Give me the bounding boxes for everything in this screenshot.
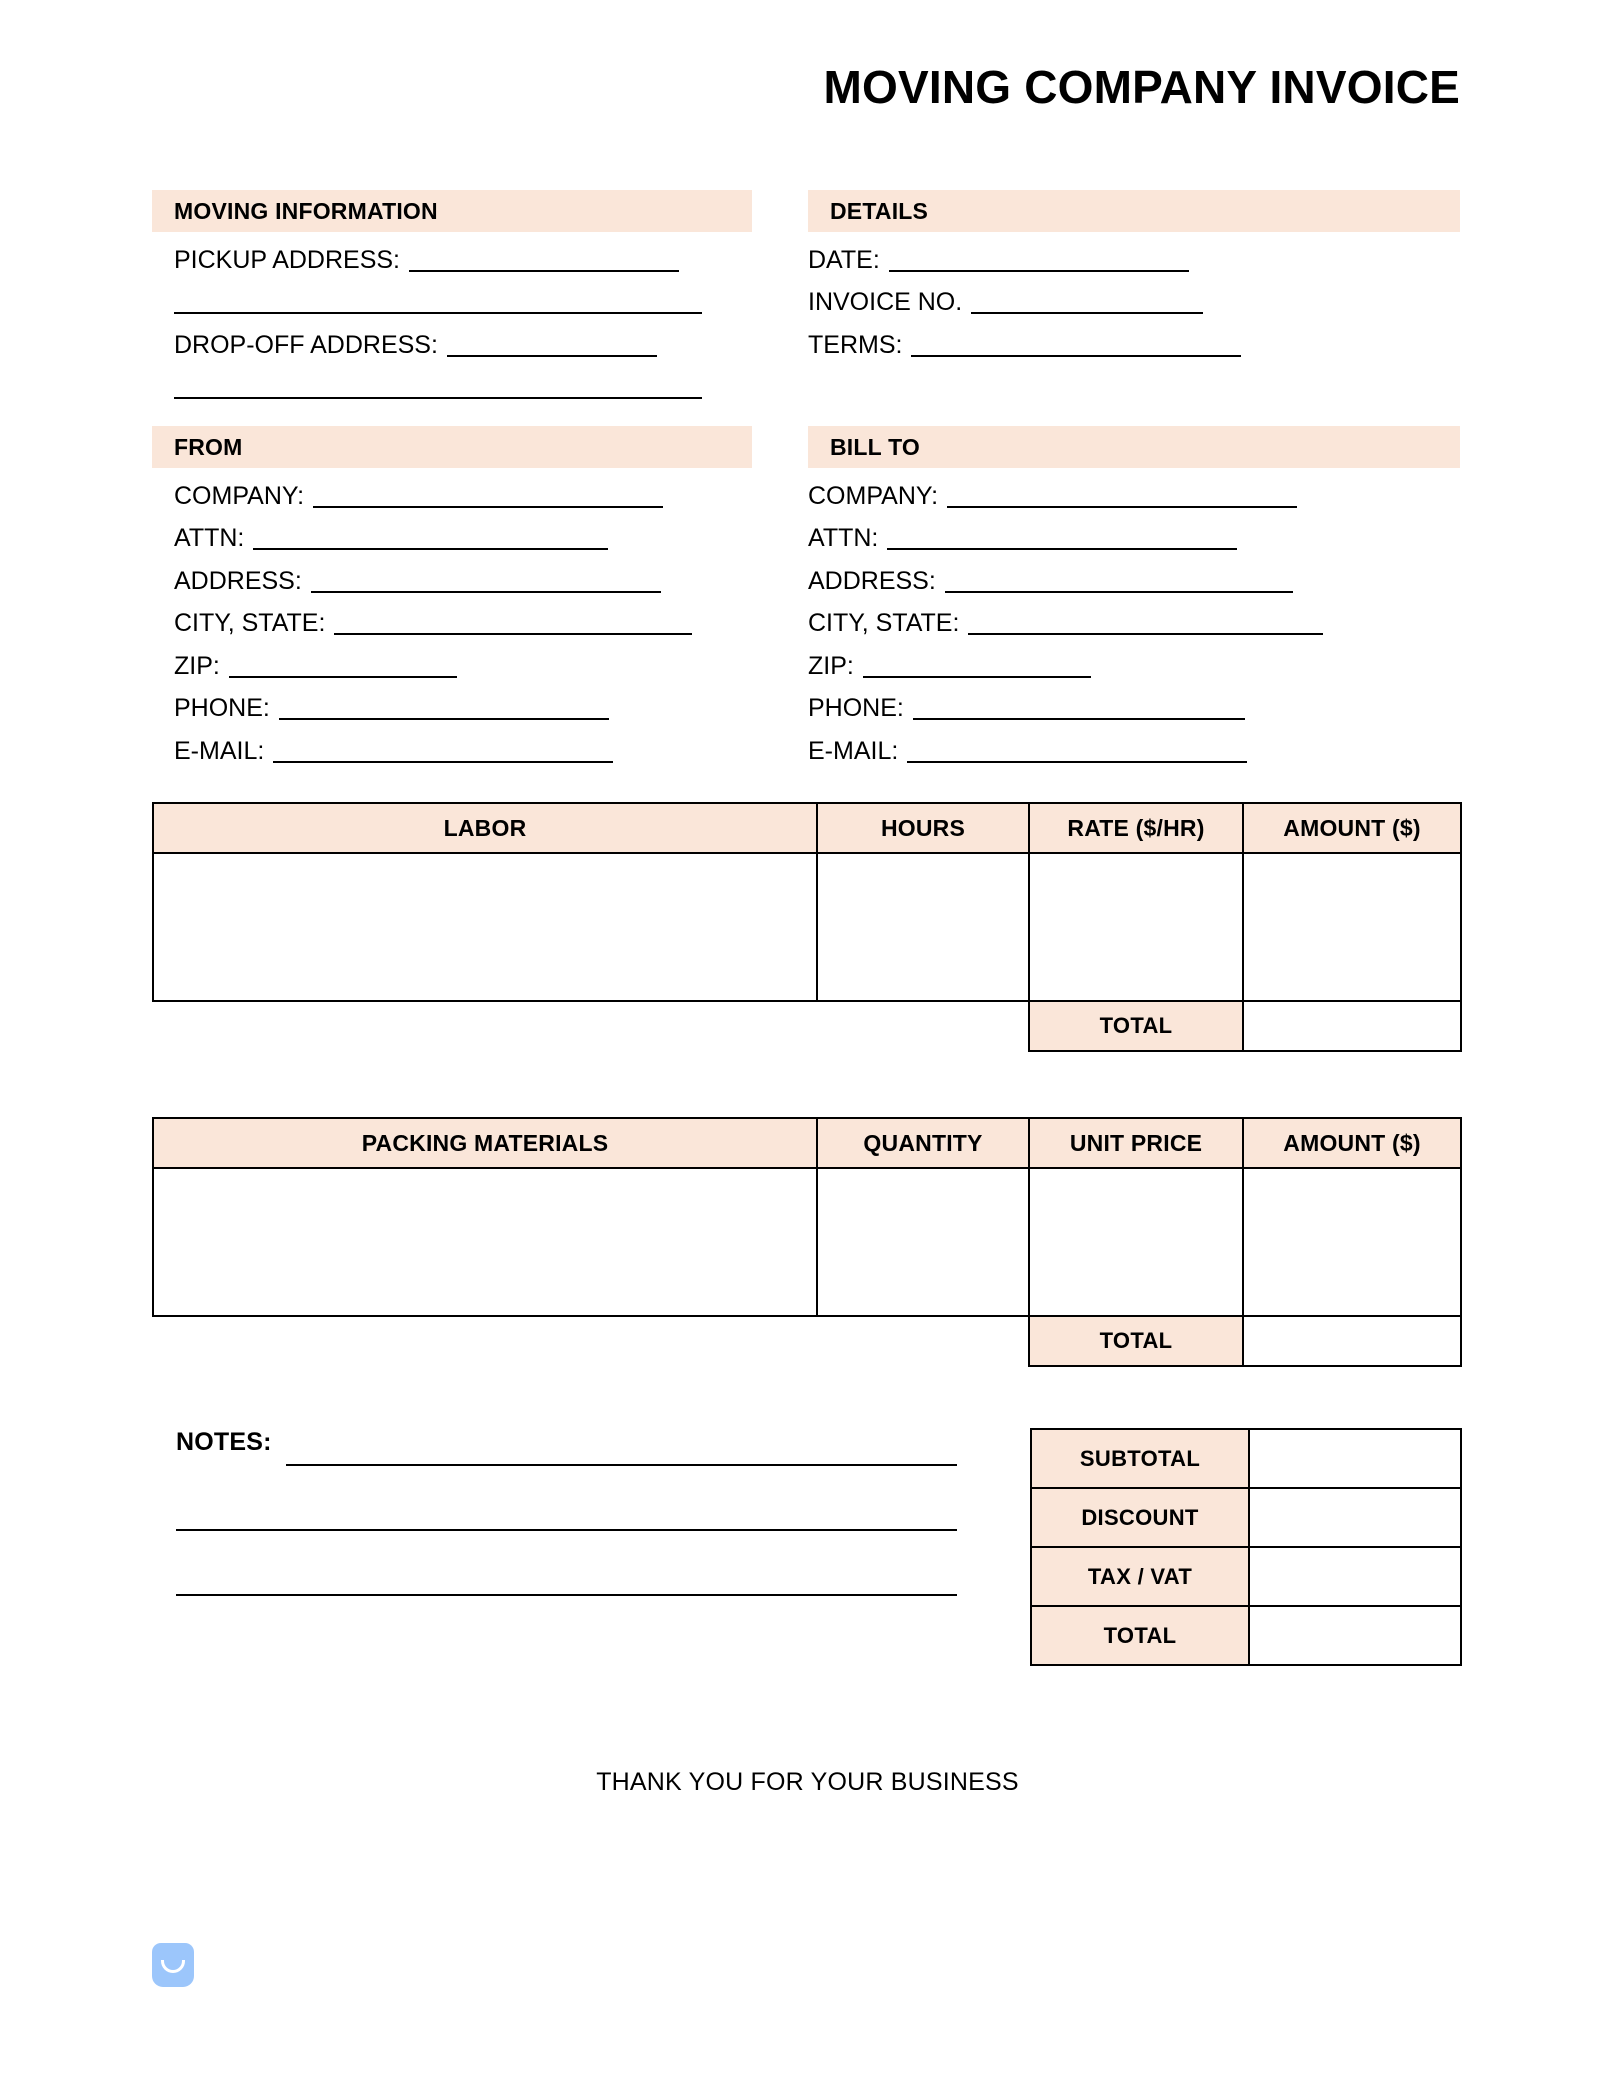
totals-label-subtotal: SUBTOTAL — [1031, 1429, 1249, 1488]
field-label: PHONE: — [174, 694, 270, 722]
section-header-moving-information — [152, 190, 752, 232]
labor-cell-hours[interactable] — [817, 853, 1029, 1001]
field-input-line[interactable] — [253, 548, 608, 550]
field-label: COMPANY: — [174, 481, 305, 510]
field-label: CITY, STATE: — [174, 609, 326, 637]
totals-row-subtotal — [1031, 1429, 1461, 1488]
totals-label-discount: DISCOUNT — [1031, 1488, 1249, 1547]
field-label: CITY, STATE: — [808, 609, 960, 637]
labor-cell-rate[interactable] — [1029, 853, 1243, 1001]
packing-cell-description[interactable] — [153, 1168, 817, 1316]
field-label: ADDRESS: — [174, 566, 302, 595]
field-input-line[interactable] — [174, 312, 702, 314]
from-heading: FROM — [174, 433, 243, 460]
field-invoice-no[interactable] — [808, 277, 1460, 320]
field-label: PHONE: — [808, 694, 904, 722]
field-from-company[interactable] — [174, 470, 774, 513]
packing-total-label: TOTAL — [1029, 1316, 1243, 1366]
labor-col-description: LABOR — [153, 803, 817, 853]
field-dropoff-address[interactable] — [174, 319, 774, 362]
section-header-bill-to — [808, 426, 1460, 468]
field-input-line[interactable] — [971, 312, 1203, 314]
field-label: ATTN: — [174, 524, 245, 552]
field-input-line[interactable] — [945, 591, 1293, 593]
field-label: TERMS: — [808, 330, 903, 359]
field-input-line[interactable] — [311, 591, 661, 593]
field-billto-address[interactable] — [808, 555, 1460, 598]
totals-value-total[interactable] — [1249, 1606, 1461, 1665]
labor-total-spacer-2 — [817, 1001, 1029, 1051]
field-input-line[interactable] — [887, 548, 1237, 550]
field-input-line[interactable] — [968, 633, 1323, 635]
field-billto-phone[interactable] — [808, 683, 1460, 726]
labor-cell-amount[interactable] — [1243, 853, 1461, 1001]
section-header-details — [808, 190, 1460, 232]
packing-cell-quantity[interactable] — [817, 1168, 1029, 1316]
labor-col-amount: AMOUNT ($) — [1243, 803, 1461, 853]
field-billto-city-state[interactable] — [808, 598, 1460, 641]
smile-arc-icon — [161, 1960, 185, 1973]
field-label: DROP-OFF ADDRESS: — [174, 330, 438, 359]
packing-materials-table — [152, 1117, 1462, 1367]
packing-table-row — [153, 1168, 1461, 1316]
bill-to-fields — [808, 470, 1460, 768]
footer-thank-you: THANK YOU FOR YOUR BUSINESS — [596, 1768, 1019, 1796]
field-date[interactable] — [808, 234, 1460, 277]
totals-label-total: TOTAL — [1031, 1606, 1249, 1665]
field-billto-company[interactable] — [808, 470, 1460, 513]
field-input-line[interactable] — [229, 676, 457, 678]
labor-table-header-row — [153, 803, 1461, 853]
labor-col-rate: RATE ($/HR) — [1029, 803, 1243, 853]
totals-label-tax-vat: TAX / VAT — [1031, 1547, 1249, 1606]
field-input-line[interactable] — [947, 506, 1297, 508]
field-dropoff-address-line2[interactable] — [174, 362, 774, 405]
field-label: PICKUP ADDRESS: — [174, 245, 401, 274]
field-pickup-address-line2[interactable] — [174, 277, 774, 320]
totals-value-subtotal[interactable] — [1249, 1429, 1461, 1488]
packing-total-value[interactable] — [1243, 1316, 1461, 1366]
from-fields — [174, 470, 774, 768]
notes-line-3[interactable] — [176, 1594, 957, 1596]
packing-col-unit-price: UNIT PRICE — [1029, 1118, 1243, 1168]
labor-total-row — [153, 1001, 1461, 1051]
field-from-city-state[interactable] — [174, 598, 774, 641]
field-label: ATTN: — [808, 524, 879, 552]
details-fields — [808, 234, 1460, 362]
field-label: ADDRESS: — [808, 566, 936, 595]
packing-total-row — [153, 1316, 1461, 1366]
field-label: DATE: — [808, 245, 880, 274]
field-input-line[interactable] — [889, 270, 1189, 272]
field-label: E-MAIL: — [808, 736, 899, 765]
field-from-email[interactable] — [174, 725, 774, 768]
totals-value-tax-vat[interactable] — [1249, 1547, 1461, 1606]
labor-col-hours: HOURS — [817, 803, 1029, 853]
field-terms[interactable] — [808, 319, 1460, 362]
packing-table-header-row — [153, 1118, 1461, 1168]
labor-table-row — [153, 853, 1461, 1001]
field-billto-attn[interactable] — [808, 513, 1460, 556]
field-from-attn[interactable] — [174, 513, 774, 556]
totals-row-tax-vat — [1031, 1547, 1461, 1606]
totals-table — [1030, 1428, 1462, 1666]
notes-line-1[interactable] — [286, 1464, 957, 1466]
labor-total-label: TOTAL — [1029, 1001, 1243, 1051]
field-input-line[interactable] — [907, 761, 1247, 763]
labor-table — [152, 802, 1462, 1052]
packing-cell-amount[interactable] — [1243, 1168, 1461, 1316]
field-from-phone[interactable] — [174, 683, 774, 726]
packing-total-spacer-2 — [817, 1316, 1029, 1366]
page-title: MOVING COMPANY INVOICE — [823, 61, 1460, 113]
smile-bag-logo-icon — [152, 1943, 194, 1987]
field-label: INVOICE NO. — [808, 288, 963, 316]
moving-information-fields — [174, 234, 774, 404]
field-input-line[interactable] — [174, 397, 702, 399]
labor-total-value[interactable] — [1243, 1001, 1461, 1051]
bill-to-heading: BILL TO — [830, 433, 920, 460]
details-heading: DETAILS — [830, 197, 929, 224]
field-input-line[interactable] — [863, 676, 1091, 678]
field-billto-zip[interactable] — [808, 640, 1460, 683]
packing-col-description: PACKING MATERIALS — [153, 1118, 817, 1168]
notes-line-2[interactable] — [176, 1529, 957, 1531]
labor-total-spacer — [153, 1001, 817, 1051]
moving-information-heading: MOVING INFORMATION — [174, 197, 438, 224]
field-label: ZIP: — [174, 651, 220, 680]
packing-cell-unit-price[interactable] — [1029, 1168, 1243, 1316]
packing-total-spacer — [153, 1316, 817, 1366]
field-label: ZIP: — [808, 651, 854, 680]
field-label: E-MAIL: — [174, 736, 265, 765]
field-input-line[interactable] — [447, 355, 657, 357]
labor-cell-description[interactable] — [153, 853, 817, 1001]
field-input-line[interactable] — [409, 270, 679, 272]
field-input-line[interactable] — [273, 761, 613, 763]
totals-row-total — [1031, 1606, 1461, 1665]
field-from-zip[interactable] — [174, 640, 774, 683]
field-from-address[interactable] — [174, 555, 774, 598]
field-pickup-address[interactable] — [174, 234, 774, 277]
section-header-from — [152, 426, 752, 468]
packing-col-quantity: QUANTITY — [817, 1118, 1029, 1168]
field-input-line[interactable] — [313, 506, 663, 508]
field-input-line[interactable] — [911, 355, 1241, 357]
totals-value-discount[interactable] — [1249, 1488, 1461, 1547]
field-input-line[interactable] — [334, 633, 692, 635]
totals-row-discount — [1031, 1488, 1461, 1547]
packing-col-amount: AMOUNT ($) — [1243, 1118, 1461, 1168]
field-input-line[interactable] — [279, 718, 609, 720]
notes-label: NOTES: — [176, 1428, 272, 1456]
field-input-line[interactable] — [913, 718, 1245, 720]
field-label: COMPANY: — [808, 481, 939, 510]
field-billto-email[interactable] — [808, 725, 1460, 768]
